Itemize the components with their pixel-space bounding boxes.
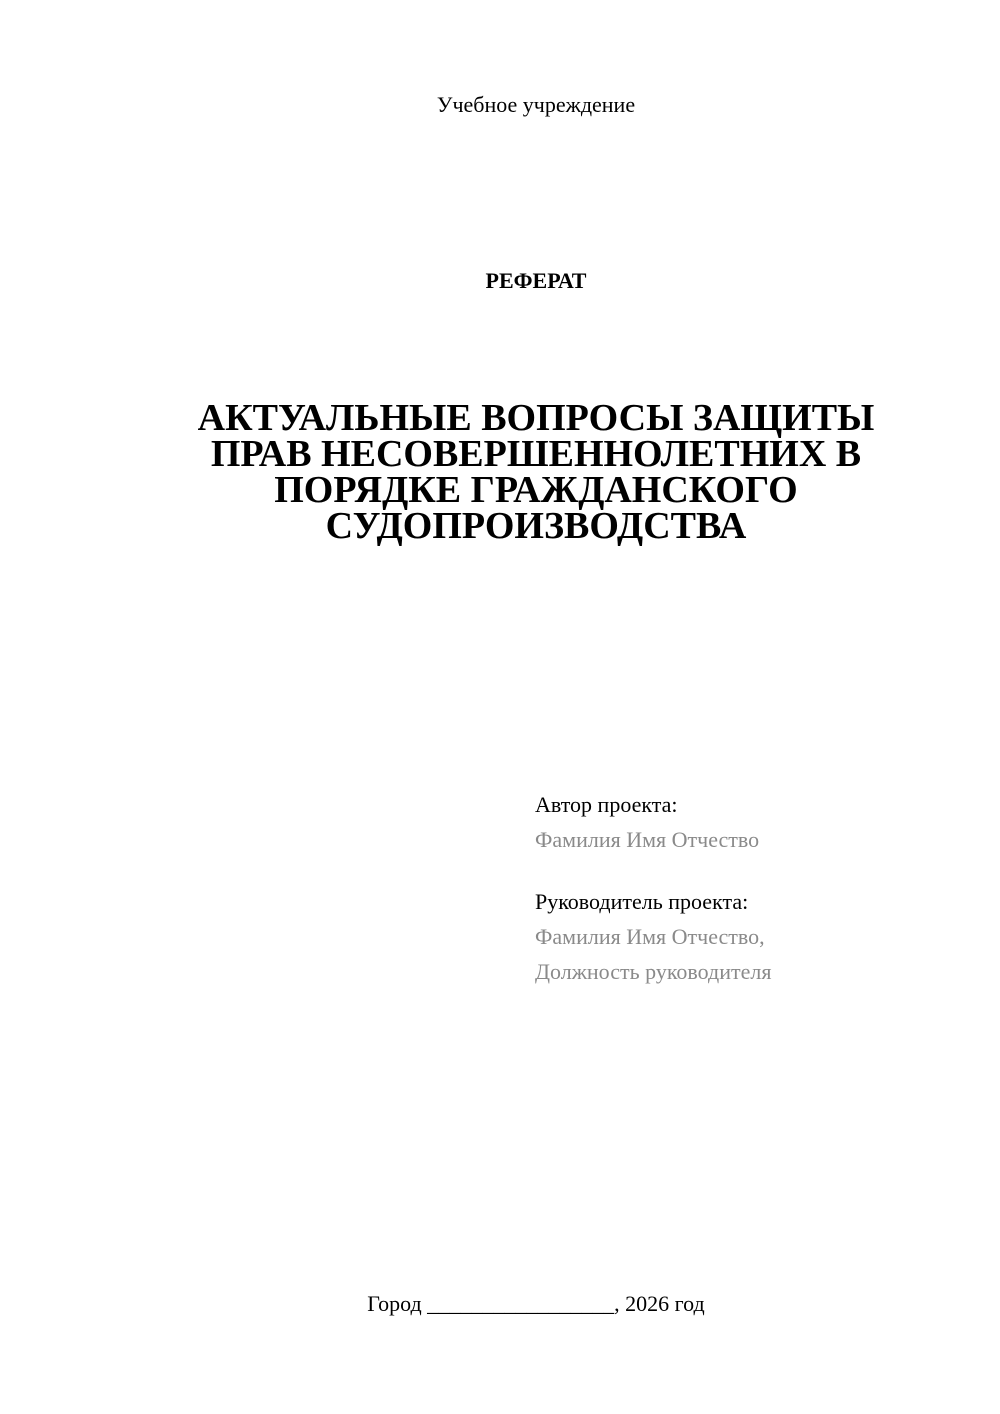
title-line: ПОРЯДКЕ ГРАЖДАНСКОГО (274, 469, 798, 511)
document-title (150, 397, 922, 547)
signature-spacer (535, 857, 975, 884)
signature-block (535, 787, 975, 989)
author-label: Автор проекта: (535, 792, 678, 817)
document-type: РЕФЕРАТ (485, 268, 587, 293)
title-line: СУДОПРОИЗВОДСТВА (325, 505, 747, 547)
author-name: Фамилия Имя Отчество (535, 827, 760, 852)
supervisor-position: Должность руководителя (535, 959, 772, 984)
institution-name: Учебное учреждение (436, 92, 636, 117)
title-line: ПРАВ НЕСОВЕРШЕННОЛЕТНИХ В (210, 433, 862, 475)
supervisor-label: Руководитель проекта: (535, 889, 749, 914)
supervisor-name: Фамилия Имя Отчество, (535, 924, 765, 949)
title-line: АКТУАЛЬНЫЕ ВОПРОСЫ ЗАЩИТЫ (197, 397, 875, 439)
city-year-footer: Город _________________, 2026 год (367, 1291, 705, 1316)
